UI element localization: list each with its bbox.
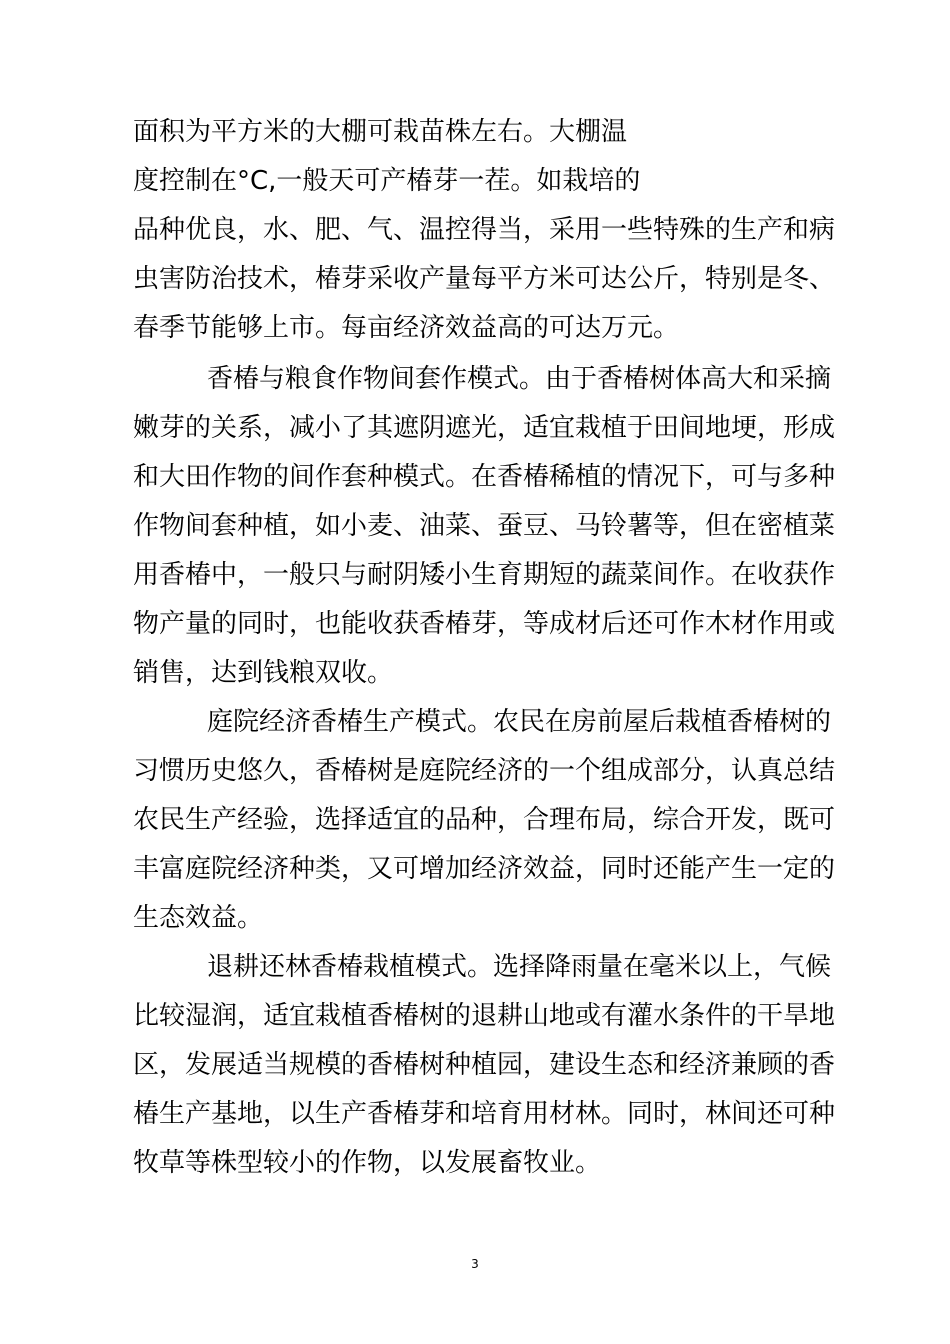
text-line: 比较湿润，适宜栽植香椿树的退耕山地或有灌水条件的干旱地 bbox=[133, 1001, 836, 1031]
text-line: 度控制在°C,一般天可产椿芽一茬。如栽培的 bbox=[133, 166, 641, 196]
text-line: 丰富庭院经济种类，又可增加经济效益，同时还能产生一定的 bbox=[133, 854, 836, 884]
text-line: 区，发展适当规模的香椿树种植园，建设生态和经济兼顾的香 bbox=[133, 1050, 836, 1080]
text-line: 椿生产基地，以生产香椿芽和培育用材林。同时，林间还可种 bbox=[133, 1099, 836, 1129]
text-line: 习惯历史悠久，香椿树是庭院经济的一个组成部分，认真总结 bbox=[133, 756, 836, 786]
text-line: 面积为平方米的大棚可栽苗株左右。大棚温 bbox=[133, 117, 628, 147]
paragraph-first-line: 退耕还林香椿栽植模式。选择降雨量在毫米以上，气候 bbox=[207, 952, 832, 982]
text-line: 用香椿中，一般只与耐阴矮小生育期短的蔬菜间作。在收获作 bbox=[133, 560, 836, 590]
page-number: 3 bbox=[471, 1257, 479, 1271]
text-line: 和大田作物的间作套种模式。在香椿稀植的情况下，可与多种 bbox=[133, 462, 836, 492]
text-line: 嫩芽的关系，减小了其遮阴遮光，适宜栽植于田间地埂，形成 bbox=[133, 413, 836, 443]
text-line: 牧草等株型较小的作物，以发展畜牧业。 bbox=[133, 1148, 602, 1178]
paragraph-first-line: 香椿与粮食作物间套作模式。由于香椿树体高大和采摘 bbox=[207, 364, 832, 394]
text-line: 春季节能够上市。每亩经济效益高的可达万元。 bbox=[133, 313, 680, 343]
text-line: 虫害防治技术，椿芽采收产量每平方米可达公斤，特别是冬、 bbox=[133, 264, 836, 294]
text-line: 农民生产经验，选择适宜的品种，合理布局，综合开发，既可 bbox=[133, 805, 836, 835]
text-line: 销售，达到钱粮双收。 bbox=[133, 658, 394, 688]
text-line: 物产量的同时，也能收获香椿芽，等成材后还可作木材作用或 bbox=[133, 609, 836, 639]
text-line: 品种优良，水、肥、气、温控得当，采用一些特殊的生产和病 bbox=[133, 215, 836, 245]
text-line: 作物间套种植，如小麦、油菜、蚕豆、马铃薯等，但在密植菜 bbox=[133, 511, 836, 541]
paragraph-first-line: 庭院经济香椿生产模式。农民在房前屋后栽植香椿树的 bbox=[207, 707, 832, 737]
text-line: 生态效益。 bbox=[133, 903, 264, 933]
